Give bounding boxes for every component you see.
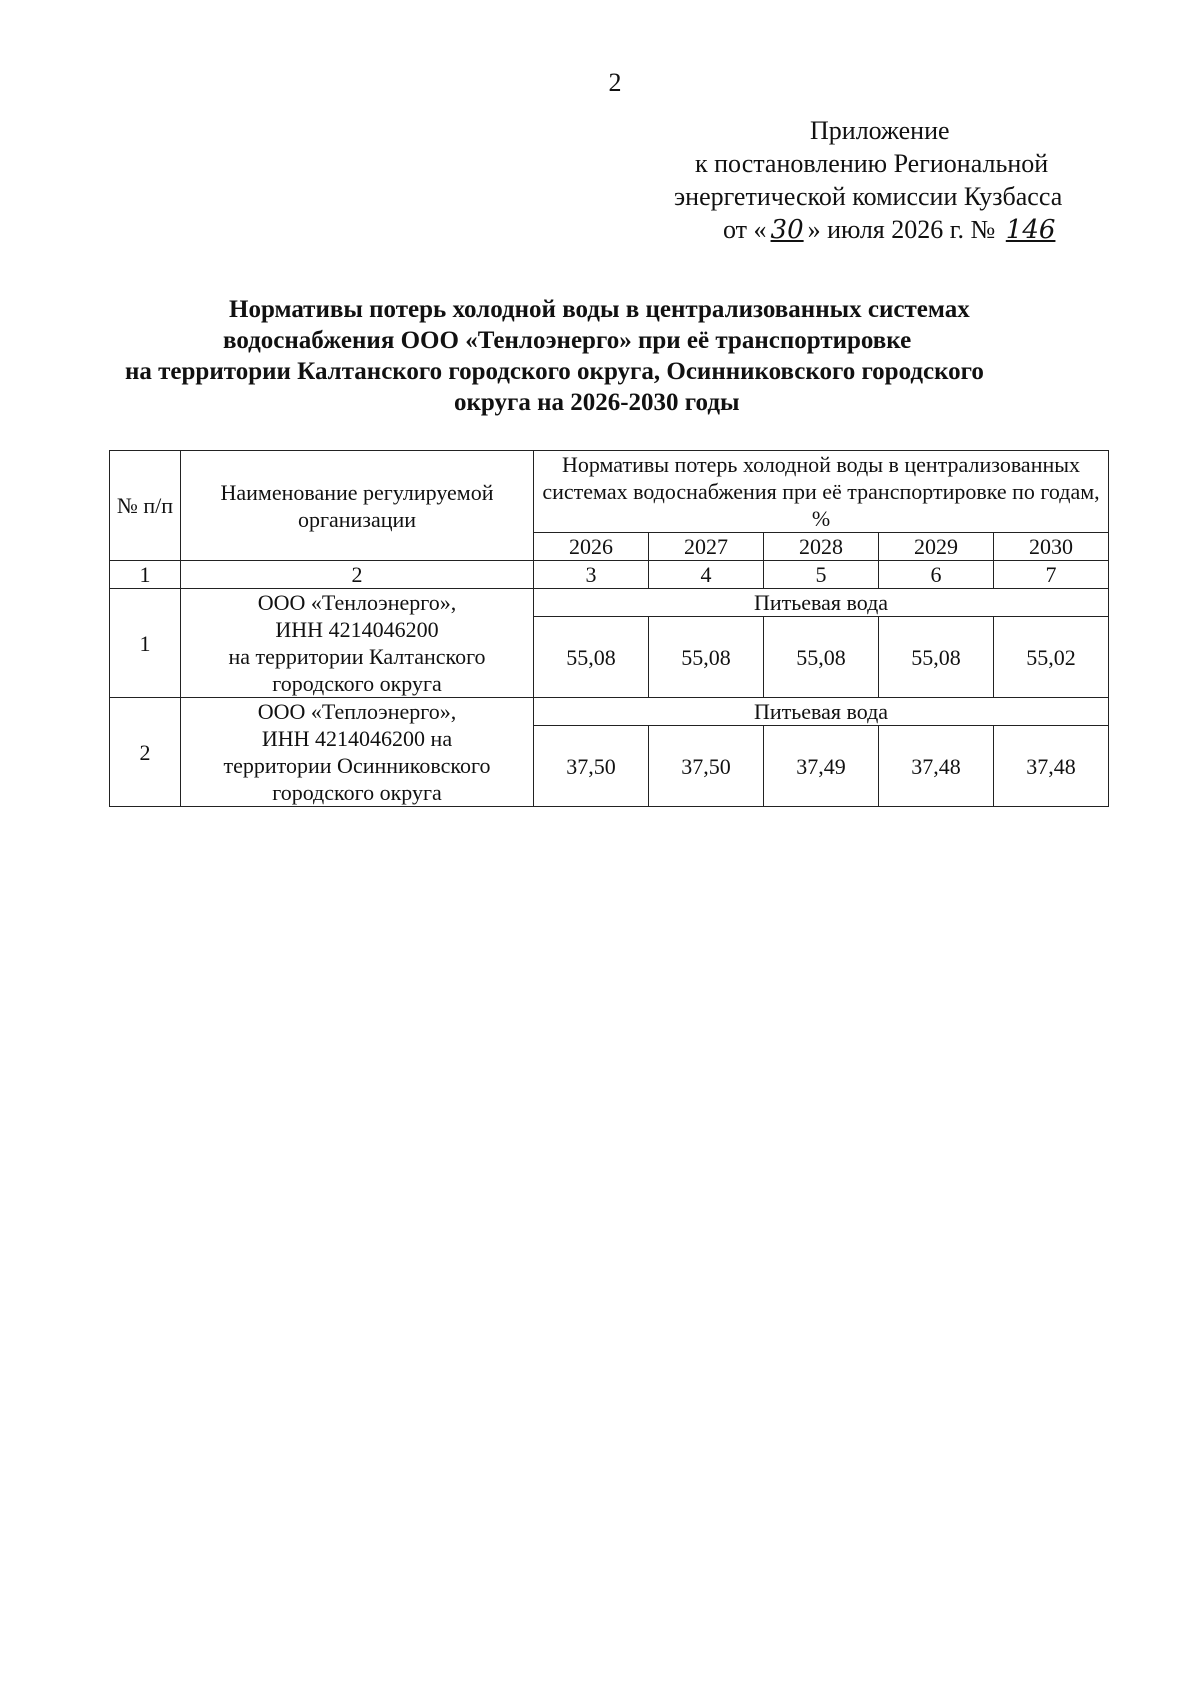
appendix-block xyxy=(650,114,1120,247)
header-year: 2026 xyxy=(534,533,649,561)
column-number: 5 xyxy=(764,561,879,589)
org-cell xyxy=(181,698,534,807)
date-month-year: » июля 2026 г. № xyxy=(807,215,996,244)
value-cell: 55,08 xyxy=(649,617,764,698)
column-number: 4 xyxy=(649,561,764,589)
column-number: 2 xyxy=(181,561,534,589)
header-year: 2027 xyxy=(649,533,764,561)
title-line: водоснабжения ООО «Тенлоэнерго» при её транспортировке xyxy=(223,327,912,354)
row-number: 2 xyxy=(110,698,181,807)
title-line: Нормативы потерь холодной воды в централизованных системах xyxy=(229,296,970,323)
org-cell xyxy=(181,589,534,698)
org-line: городского округа xyxy=(272,671,442,696)
header-year: 2028 xyxy=(764,533,879,561)
value-cell: 55,02 xyxy=(994,617,1109,698)
value-cell: 37,48 xyxy=(879,726,994,807)
handwritten-number: 146 xyxy=(1005,215,1056,245)
column-number: 3 xyxy=(534,561,649,589)
row-number: 1 xyxy=(110,589,181,698)
page-number: 2 xyxy=(608,68,622,97)
column-number: 6 xyxy=(879,561,994,589)
table-row xyxy=(110,589,1109,617)
water-type: Питьевая вода xyxy=(534,698,1109,726)
water-type: Питьевая вода xyxy=(534,589,1109,617)
column-number: 7 xyxy=(994,561,1109,589)
column-numbers-row xyxy=(110,561,1109,589)
org-line: ИНН 4214046200 на xyxy=(261,726,453,751)
value-cell: 37,50 xyxy=(534,726,649,807)
handwritten-day: 30 xyxy=(770,215,804,245)
header-norms: Нормативы потерь холодной воды в централизованных системах водоснабжения при её транспортировке по годам, % xyxy=(534,451,1109,533)
value-cell: 55,08 xyxy=(764,617,879,698)
header-num: № п/п xyxy=(110,451,181,561)
header-year: 2029 xyxy=(879,533,994,561)
header-org: Наименование регулируемой организации xyxy=(181,451,534,561)
column-number: 1 xyxy=(110,561,181,589)
org-line: городского округа xyxy=(272,780,442,805)
org-line: ИНН 4214046200 xyxy=(275,617,439,642)
document-title xyxy=(100,294,1140,418)
title-line: округа на 2026-2030 годы xyxy=(454,389,740,416)
org-line: на территории Калтанского xyxy=(228,644,486,669)
org-line: ООО «Тенлоэнерго», xyxy=(257,590,457,615)
appendix-date-line xyxy=(650,213,1120,247)
appendix-line-commission: энергетической комиссии Кузбасса xyxy=(674,182,1063,211)
norms-table xyxy=(109,450,1109,807)
table-row xyxy=(110,698,1109,726)
value-cell: 37,50 xyxy=(649,726,764,807)
value-cell: 37,49 xyxy=(764,726,879,807)
date-prefix: от « xyxy=(723,215,767,244)
org-line: ООО «Теплоэнерго», xyxy=(257,699,457,724)
value-cell: 37,48 xyxy=(994,726,1109,807)
appendix-title: Приложение xyxy=(810,116,950,145)
appendix-line-resolution: к постановлению Региональной xyxy=(695,149,1049,178)
title-line: на территории Калтанского городского округа, Осинниковского городского xyxy=(125,358,984,385)
value-cell: 55,08 xyxy=(534,617,649,698)
header-year: 2030 xyxy=(994,533,1109,561)
value-cell: 55,08 xyxy=(879,617,994,698)
org-line: территории Осинниковского xyxy=(223,753,491,778)
